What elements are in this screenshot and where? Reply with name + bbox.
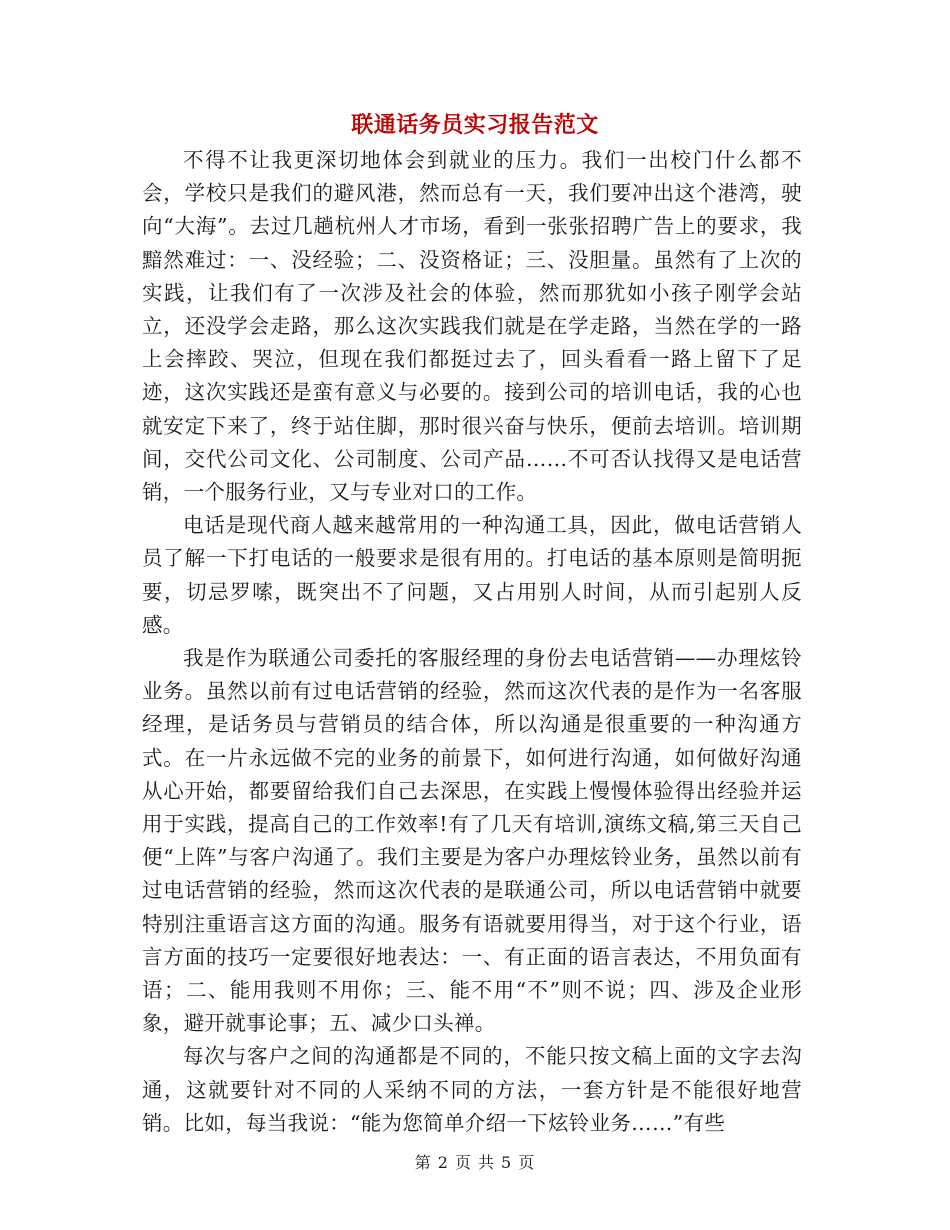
paragraph-1: 不得不让我更深切地体会到就业的压力。我们一出校门什么都不会，学校只是我们的避风港，然而总有一天，我们要冲出这个港湾，驶向“大海”。去过几趟杭州人才市场，看到一张张招聘广告上的要求，我黯然难过：一、没经验；二、没资格证；三、没胆量。虽然有了上次的实践，让我们有了一次涉及社会的体验，然而那犹如小孩子刚学会站立，还没学会走路，那么这次实践我们就是在学走路，当然在学的一路上会摔跤、哭泣，但现在我们都挺过去了，回头看看一路上留下了足迹，这次实践还是蛮有意义与必要的。接到公司的培训电话，我的心也就安定下来了，终于站住脚，那时很兴奋与快乐，便前去培训。培训期间，交代公司文化、公司制度、公司产品……不可否认找得又是电话营销，一个服务行业，又与专业对口的工作。 xyxy=(142,148,802,505)
footer-page-total: 5 xyxy=(501,1153,513,1172)
paragraph-4: 每次与客户之间的沟通都是不同的，不能只按文稿上面的文字去沟通，这就要针对不同的人采纳不同的方法，一套方针是不能很好地营销。比如，每当我说：“能为您简单介绍一下炫铃业务……”有些 xyxy=(142,1044,802,1135)
footer-page-prefix: 第 xyxy=(414,1153,432,1172)
footer-page-mid: 页 共 xyxy=(454,1153,496,1172)
footer-page-suffix: 页 xyxy=(518,1153,536,1172)
document-body xyxy=(142,144,802,1140)
footer-page-current: 2 xyxy=(437,1153,449,1172)
document-title: 联通话务员实习报告范文 xyxy=(351,112,599,138)
paragraph-3: 我是作为联通公司委托的客服经理的身份去电话营销——办理炫铃业务。虽然以前有过电话营销的经验，然而这次代表的是作为一名客服经理，是话务员与营销员的结合体，所以沟通是很重要的一种沟通方式。在一片永远做不完的业务的前景下，如何进行沟通，如何做好沟通从心开始，都要留给我们自己去深思，在实践上慢慢体验得出经验并运用于实践，提高自己的工作效率!有了几天有培训,演练文稿,第三天自己便“上阵”与客户沟通了。我们主要是为客户办理炫铃业务，虽然以前有过电话营销的经验，然而这次代表的是联通公司，所以电话营销中就要特别注重语言这方面的沟通。服务有语就要用得当，对于这个行业，语言方面的技巧一定要很好地表达：一、有正面的语言表达，不用负面有语；二、能用我则不用你；三、能不用“不”则不说；四、涉及企业形象，避开就事论事；五、减少口头禅。 xyxy=(142,646,802,1036)
paragraph-2: 电话是现代商人越来越常用的一种沟通工具，因此，做电话营销人员了解一下打电话的一般要求是很有用的。打电话的基本原则是简明扼要，切忌罗嗦，既突出不了问题，又占用别人时间，从而引起别人反感。 xyxy=(142,513,802,637)
page-footer xyxy=(0,1152,950,1174)
